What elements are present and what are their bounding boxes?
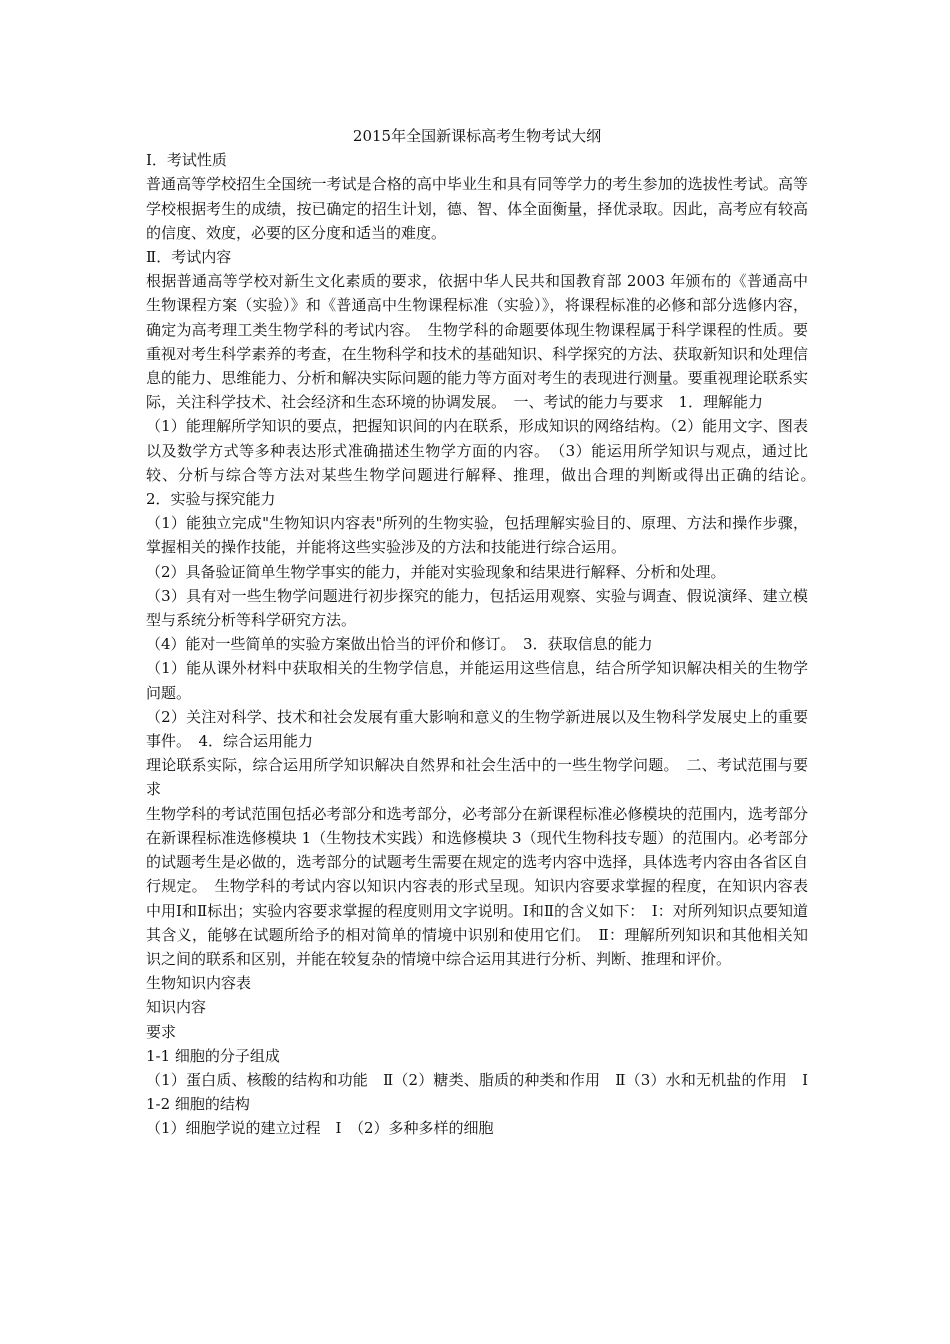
paragraph-experiment-3: （3）具有对一些生物学问题进行初步探究的能力，包括运用观察、实验与调查、假说演绎、建立模型与系统分析等科学研究方法。 — [146, 586, 808, 630]
section-heading-content: Ⅱ．考试内容 — [146, 248, 232, 267]
table-row-1-2-items: （1）细胞学说的建立过程 Ⅰ （2）多种多样的细胞 — [146, 1119, 494, 1138]
paragraph-scope: 生物学科的考试范围包括必考部分和选考部分，必考部分在新课程标准必修模块的范围内，选考部分在新课程标准选修模块 1（生物技术实践）和选修模块 3（现代生物科技专题）的范围内。必考部分的试题考生是必做的，选考部分的试题考生需要在规定的选考内容中选择，具体选考内容由各省区自行规定。 生物学科的考试内容以知识内容表的形式呈现。知识内容要求掌握的程度，在知识内容表中用Ⅰ和Ⅱ标出；实验内容要求掌握的程度则用文字说明。Ⅰ和Ⅱ的含义如下： Ⅰ：对所列知识点要知道其含义，能够在试题所给予的相对简单的情境中识别和使用它们。 Ⅱ：理解所列知识和其他相关知识之间的联系和区别，并能在较复杂的情境中综合运用其进行分析、判断、推理和评价。 — [146, 804, 808, 968]
table-header-requirement: 要求 — [146, 1022, 177, 1041]
table-title: 生物知识内容表 — [146, 974, 252, 993]
paragraph-info-1: （1）能从课外材料中获取相关的生物学信息，并能运用这些信息，结合所学知识解决相关的生物学问题。 — [146, 659, 808, 702]
paragraph-understanding: （1）能理解所学知识的要点，把握知识间的内在联系，形成知识的网络结构。（2）能用文字、图表以及数学方式等多种表达形式准确描述生物学方面的内容。 （3）能运用所学知识与观点，通过比较、分析与综合等方法对某些生物学问题进行解释、推理，做出合理的判断或得出正确的结论。 2．实验与探究能力 — [146, 417, 824, 509]
paragraph-comprehensive: 理论联系实际，综合运用所学知识解决自然界和社会生活中的一些生物学问题。 二、考试范围与要求 — [146, 756, 808, 799]
paragraph-experiment-4: （4）能对一些简单的实验方案做出恰当的评价和修订。 3．获取信息的能力 — [146, 635, 653, 654]
paragraph-info-2: （2）关注对科学、技术和社会发展有重大影响和意义的生物学新进展以及生物科学发展史上的重要事件。 4．综合运用能力 — [146, 707, 808, 751]
table-row-1-1-items: （1）蛋白质、核酸的结构和功能 Ⅱ（2）糖类、脂质的种类和作用 Ⅱ（3）水和无机盐的作用 Ⅰ 1-2 细胞的结构 — [146, 1070, 824, 1114]
paragraph-content-basis: 根据普通高等学校对新生文化素质的要求，依据中华人民共和国教育部 2003 年颁布的《普通高中生物课程方案（实验）》和《普通高中生物课程标准（实验）》，将课程标准的必修和部分选修内容，确定为高考理工类生物学科的考试内容。 生物学科的命题要体现生物课程属于科学课程的性质。要重视对考生科学素养的考查，在生物科学和技术的基础知识、科学探究的方法、获取新知识和处理信息的能力、思维能力、分析和解决实际问题的能力等方面对考生的表现进行测量。要重视理论联系实际，关注科学技术、社会经济和生态环境的协调发展。 一、考试的能力与要求 1．理解能力 — [146, 272, 808, 412]
table-header-content: 知识内容 — [146, 998, 207, 1017]
document-body — [146, 124, 824, 1141]
table-section-1-1: 1-1 细胞的分子组成 — [146, 1046, 280, 1065]
paragraph-nature: 普通高等学校招生全国统一考试是合格的高中毕业生和具有同等学力的考生参加的选拔性考试。高等学校根据考生的成绩，按已确定的招生计划，德、智、体全面衡量，择优录取。因此，高考应有较高的信度、效度，必要的区分度和适当的难度。 — [146, 175, 808, 242]
section-heading-nature: Ⅰ．考试性质 — [146, 151, 227, 170]
paragraph-experiment-2: （2）具备验证简单生物学事实的能力，并能对实验现象和结果进行解释、分析和处理。 — [146, 562, 726, 581]
document-title: 2015年全国新课标高考生物考试大纲 — [352, 127, 602, 145]
paragraph-experiment-1: （1）能独立完成"生物知识内容表"所列的生物实验，包括理解实验目的、原理、方法和操作步骤，掌握相关的操作技能，并能将这些实验涉及的方法和技能进行综合运用。 — [146, 514, 808, 557]
